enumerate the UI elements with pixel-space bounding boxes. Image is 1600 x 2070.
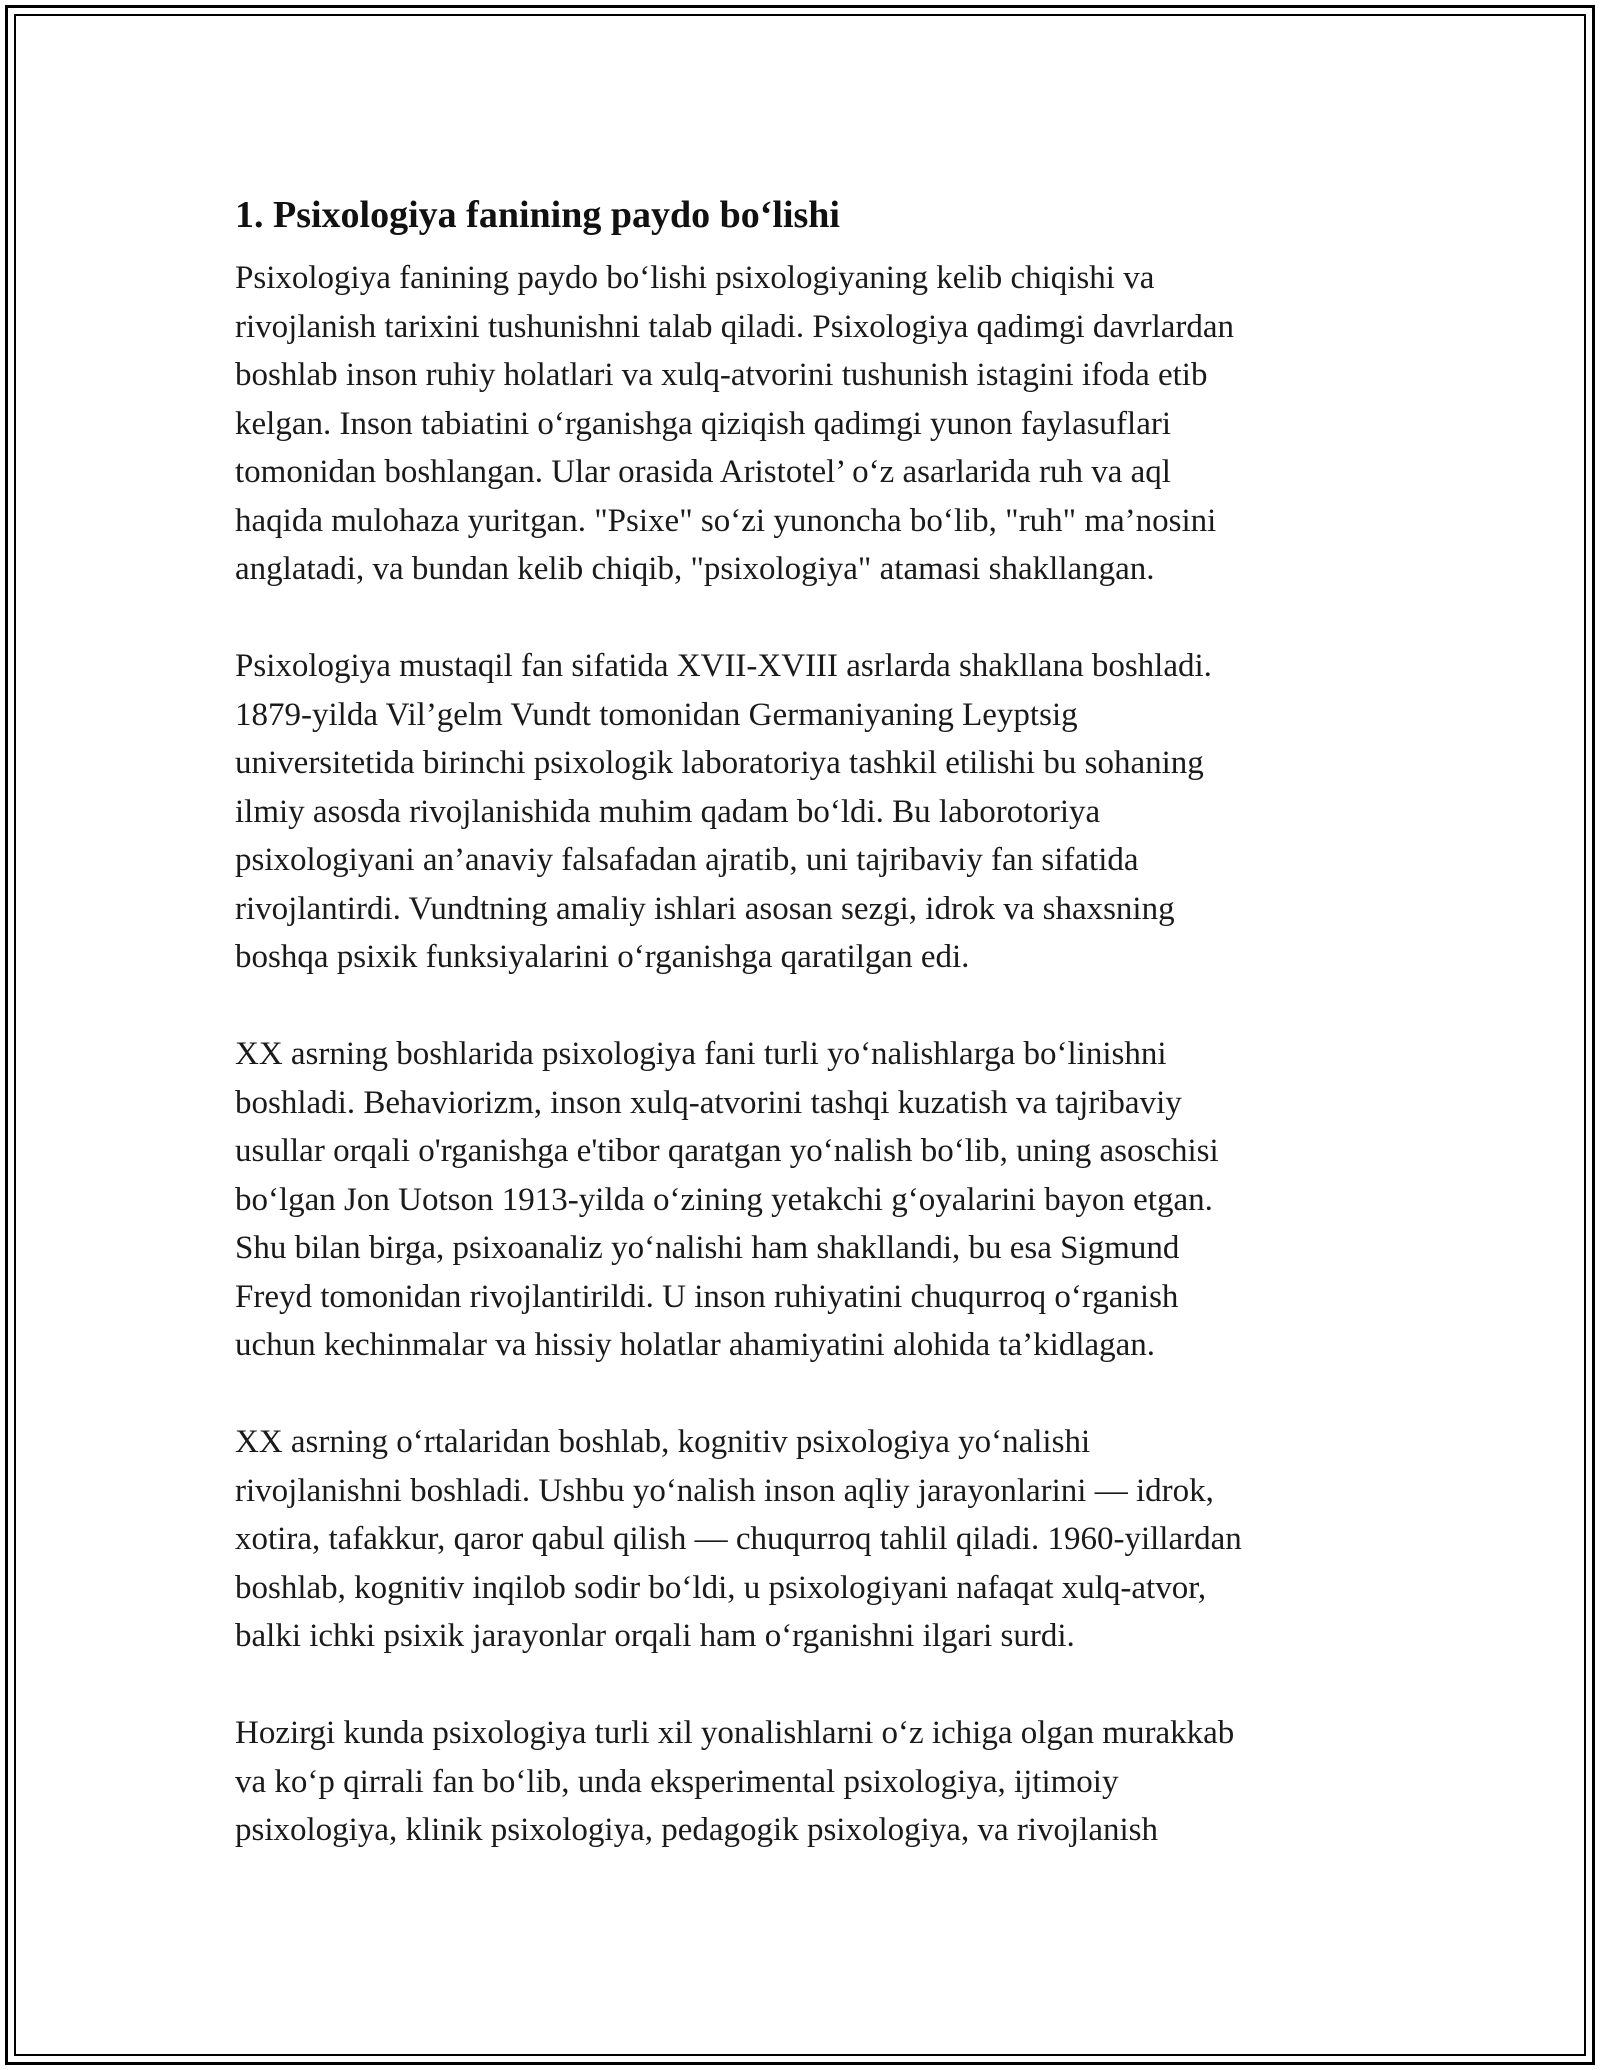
text-line: boshlab, kognitiv inqilob sodir bo‘ldi, u psixologiyani nafaqat xulq-atvor, (235, 1569, 1207, 1606)
text-line: tomonidan boshlangan. Ular orasida Aristotel’ o‘z asarlarida ruh va aql (235, 454, 1171, 490)
paragraph (235, 642, 1385, 982)
text-line: universitetida birinchi psixologik laboratoriya tashkil etilishi bu sohaning (235, 745, 1204, 781)
section-heading: 1. Psixologiya fanining paydo bo‘lishi (235, 194, 840, 236)
document-body (235, 182, 1385, 1903)
text-line: psixologiya, klinik psixologiya, pedagogik psixologiya, va rivojlanish (235, 1812, 1159, 1848)
text-line: psixologiyani an’anaviy falsafadan ajratib, uni tajribaviy fan sifatida (235, 842, 1139, 878)
text-line: Hozirgi kunda psixologiya turli xil yonalishlarni o‘z ichiga olgan murakkab (235, 1715, 1235, 1751)
text-line: XX asrning o‘rtalaridan boshlab, kognitiv psixologiya yo‘nalishi (235, 1424, 1091, 1460)
text-line: kelgan. Inson tabiatini o‘rganishga qiziqish qadimgi yunon faylasuflari (235, 405, 1172, 442)
paragraph (235, 254, 1385, 594)
paragraph (235, 1418, 1385, 1661)
text-line: anglatadi, va bundan kelib chiqib, "psixologiya" atamasi shakllangan. (235, 551, 1155, 587)
text-line: usullar orqali o'rganishga e'tibor qaratgan yo‘nalish bo‘lib, uning asoschisi (235, 1133, 1219, 1169)
text-line: rivojlantirdi. Vundtning amaliy ishlari asosan sezgi, idrok va shaxsning (235, 890, 1175, 927)
text-line: rivojlanish tarixini tushunishni talab qiladi. Psixologiya qadimgi davrlardan (235, 308, 1235, 345)
text-line: Psixologiya fanining paydo bo‘lishi psixologiyaning kelib chiqishi va (235, 260, 1155, 296)
text-line: haqida mulohaza yuritgan. "Psixe" so‘zi yunoncha bo‘lib, "ruh" ma’nosini (235, 502, 1217, 539)
paragraph (235, 1709, 1385, 1855)
text-line: Psixologiya mustaqil fan sifatida XVII-XVIII asrlarda shakllana boshladi. (235, 648, 1212, 684)
text-line: Shu bilan birga, psixoanaliz yo‘nalishi ham shakllandi, bu esa Sigmund (235, 1230, 1180, 1266)
paragraph (235, 1030, 1385, 1370)
text-line: bo‘lgan Jon Uotson 1913-yilda o‘zining yetakchi g‘oyalarini bayon etgan. (235, 1181, 1213, 1218)
paragraph-list (235, 254, 1385, 1855)
text-line: uchun kechinmalar va hissiy holatlar ahamiyatini alohida ta’kidlagan. (235, 1327, 1156, 1363)
text-line: xotira, tafakkur, qaror qabul qilish — chuqurroq tahlil qiladi. 1960-yillardan (235, 1521, 1242, 1557)
text-line: balki ichki psixik jarayonlar orqali ham o‘rganishni ilgari surdi. (235, 1618, 1075, 1654)
text-line: XX asrning boshlarida psixologiya fani turli yo‘nalishlarga bo‘linishni (235, 1036, 1167, 1072)
text-line: boshladi. Behaviorizm, inson xulq-atvorini tashqi kuzatish va tajribaviy (235, 1084, 1182, 1121)
text-line: Freyd tomonidan rivojlantirildi. U inson ruhiyatini chuqurroq o‘rganish (235, 1278, 1179, 1315)
text-line: boshlab inson ruhiy holatlari va xulq-atvorini tushunish istagini ifoda etib (235, 357, 1208, 393)
text-line: va ko‘p qirrali fan bo‘lib, unda eksperimental psixologiya, ijtimoiy (235, 1763, 1119, 1800)
text-line: 1879-yilda Vil’gelm Vundt tomonidan Germaniyaning Leyptsig (235, 696, 1078, 733)
text-line: ilmiy asosda rivojlanishida muhim qadam bo‘ldi. Bu laborotoriya (235, 793, 1101, 830)
text-line: rivojlanishni boshladi. Ushbu yo‘nalish inson aqliy jarayonlarini — idrok, (235, 1472, 1214, 1509)
text-line: boshqa psixik funksiyalarini o‘rganishga qaratilgan edi. (235, 939, 970, 975)
